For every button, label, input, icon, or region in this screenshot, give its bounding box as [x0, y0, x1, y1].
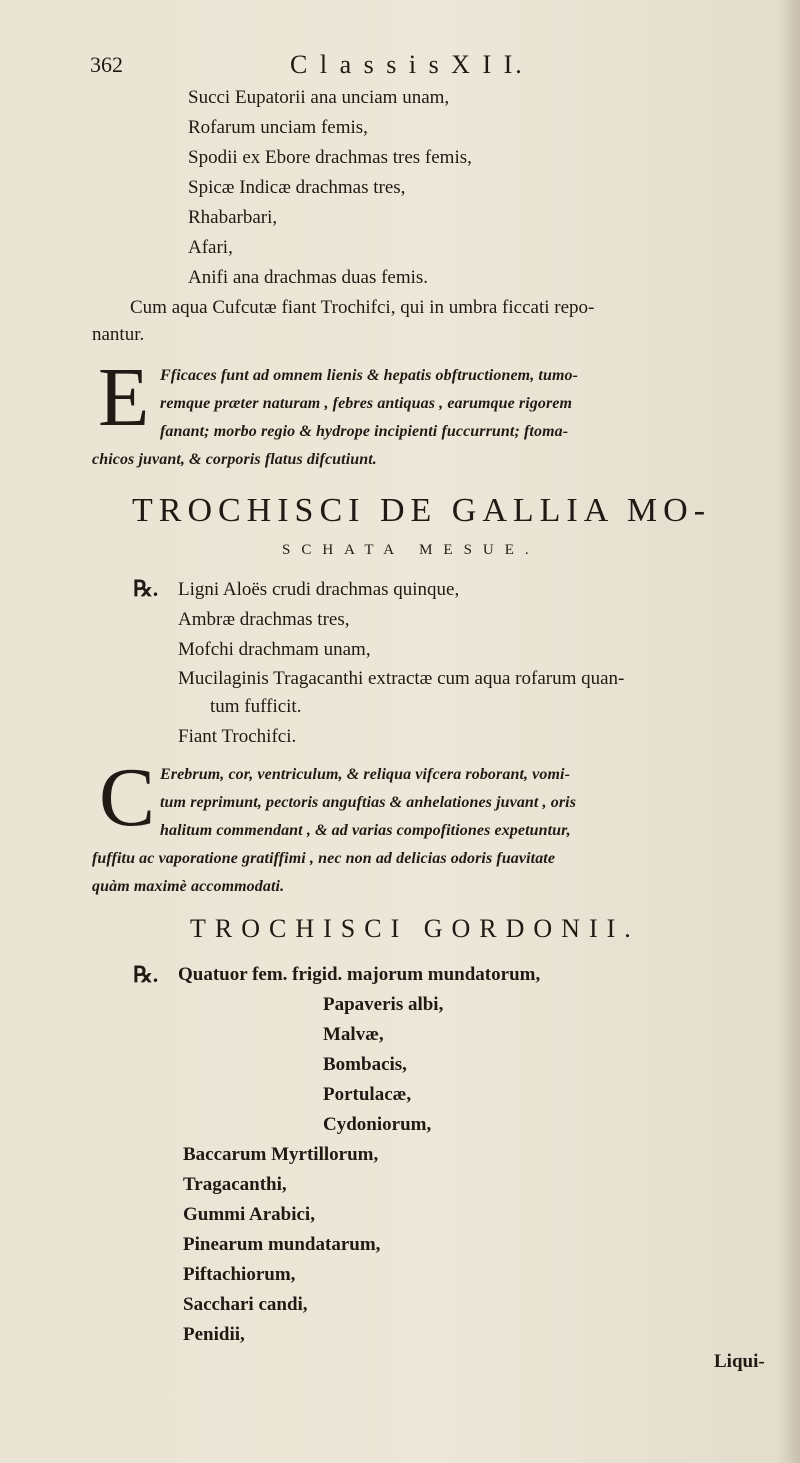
ingredient-line: Quatuor fem. frigid. majorum mundatorum,	[178, 964, 541, 985]
ingredient-line: Spicæ Indicæ drachmas tres,	[188, 177, 406, 198]
ingredient-line: Ligni Aloës crudi drachmas quinque,	[178, 579, 460, 600]
ingredient-line: Piftachiorum,	[183, 1264, 296, 1285]
virtues-line: fuffitu ac vaporatione gratiffimi , nec non ad delicias odoris fuavitate	[92, 850, 556, 867]
ingredient-line: Portulacæ,	[323, 1084, 412, 1105]
ingredient-line: Malvæ,	[323, 1024, 384, 1045]
virtues-line: fanant; morbo regio & hydrope incipienti fuccurrunt; ftoma-	[160, 423, 569, 440]
section-title-gordonii: TROCHISCI GORDONII.	[190, 914, 640, 943]
running-header: C l a s s i s X I I.	[290, 50, 525, 79]
recipe-symbol: ℞.	[133, 576, 159, 601]
section-title-gallia: TROCHISCI DE GALLIA MO-	[132, 492, 712, 529]
instruction-line: nantur.	[92, 324, 145, 345]
virtues-line: tum reprimunt, pectoris anguftias & anhelationes juvant , oris	[160, 794, 577, 811]
virtues-line: Erebrum, cor, ventriculum, & reliqua vifcera roborant, vomi-	[160, 766, 571, 783]
ingredient-line: Tragacanthi,	[183, 1174, 287, 1195]
section-subtitle-gallia: SCHATA MESUE.	[282, 542, 540, 558]
ingredient-line: Fiant Trochifci.	[178, 726, 297, 747]
instruction-line: Cum aqua Cufcutæ fiant Trochifci, qui in umbra ficcati repo-	[130, 297, 595, 318]
ingredient-line: Papaveris albi,	[323, 994, 444, 1015]
ingredient-line: Rhabarbari,	[188, 207, 278, 228]
drop-cap-e: E	[98, 351, 150, 444]
ingredient-line: Pinearum mundatarum,	[183, 1234, 381, 1255]
catchword: Liqui-	[714, 1351, 765, 1372]
page-number: 362	[90, 52, 123, 77]
recipe-symbol: ℞.	[133, 962, 159, 987]
ingredient-line: Penidii,	[183, 1324, 245, 1345]
ingredient-line: Succi Eupatorii ana unciam unam,	[188, 87, 450, 108]
ingredient-line: Afari,	[188, 237, 233, 258]
virtues-line: remque præter naturam , febres antiquas , earumque rigorem	[160, 395, 573, 412]
ingredient-line: Sacchari candi,	[183, 1294, 308, 1315]
virtues-line: Fficaces funt ad omnem lienis & hepatis obftructionem, tumo-	[160, 367, 579, 384]
drop-cap-c: C	[99, 751, 156, 844]
ingredient-line: Mucilaginis Tragacanthi extractæ cum aqua rofarum quan-	[178, 668, 625, 689]
ingredient-line: Rofarum unciam femis,	[188, 117, 368, 138]
ingredient-line: Cydoniorum,	[323, 1114, 432, 1135]
ingredient-line: Ambræ drachmas tres,	[178, 609, 350, 630]
ingredient-line: Baccarum Myrtillorum,	[183, 1144, 379, 1165]
ingredient-line: tum fufficit.	[210, 696, 302, 717]
page-edge-shadow	[778, 0, 800, 1463]
ingredient-line: Spodii ex Ebore drachmas tres femis,	[188, 147, 472, 168]
virtues-line: halitum commendant , & ad varias compofitiones expetuntur,	[160, 822, 571, 839]
ingredient-line: Gummi Arabici,	[183, 1204, 315, 1225]
virtues-line: quàm maximè accommodati.	[92, 878, 285, 895]
ingredient-line: Mofchi drachmam unam,	[178, 639, 371, 660]
ingredient-line: Anifi ana drachmas duas femis.	[188, 267, 429, 288]
virtues-line: chicos juvant, & corporis flatus difcutiunt.	[92, 451, 377, 468]
ingredient-line: Bombacis,	[323, 1054, 407, 1075]
